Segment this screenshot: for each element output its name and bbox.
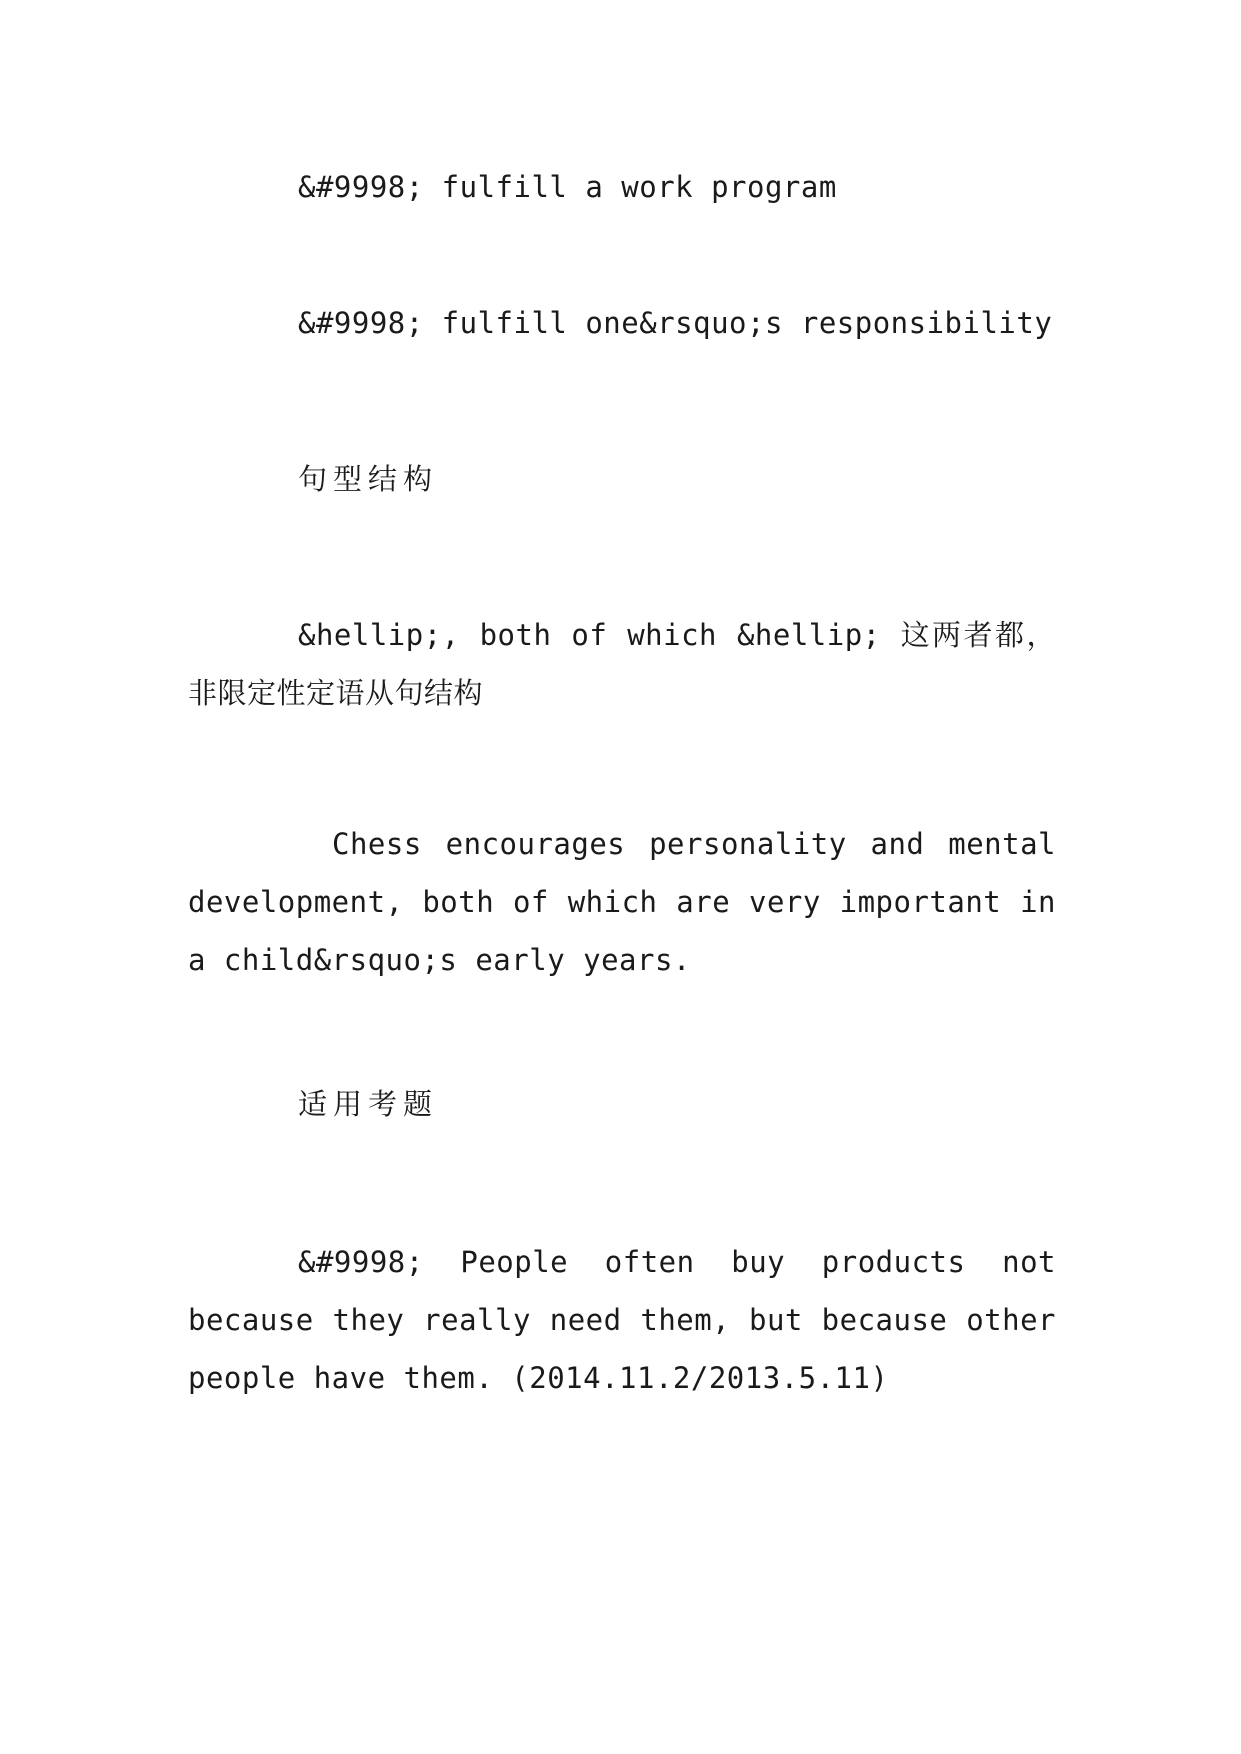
- example-phrase-responsibility: &#9998; fulfill one&rsquo;s responsibility: [298, 306, 1053, 340]
- applicable-topic-example: &#9998; People often buy products not because they really need them, but because other people have them. (2014.11.2/2013.5.11): [188, 1245, 1056, 1395]
- section-heading-sentence-structure: 句型结构: [298, 462, 439, 496]
- section-heading-applicable-topics: 适用考题: [298, 1087, 439, 1121]
- structure-pattern-description: &hellip;, both of which &hellip; 这两者都，非限定性定语从句结构: [188, 618, 1056, 710]
- example-sentence-chess: Chess encourages personality and mental development, both of which are very important in a child&rsquo;s early years.: [188, 827, 1056, 977]
- example-phrase-work-program: &#9998; fulfill a work program: [298, 170, 837, 204]
